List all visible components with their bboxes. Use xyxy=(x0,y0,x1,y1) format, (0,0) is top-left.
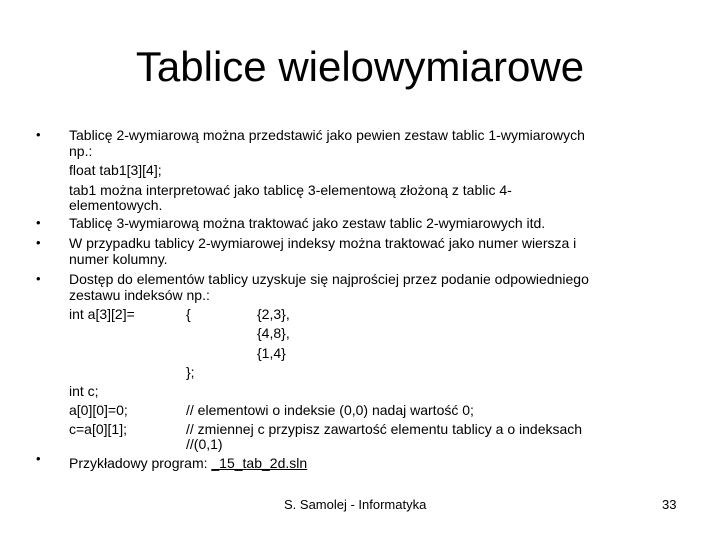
body-line: Tablicę 3-wymiarową można traktować jako zestaw tablic 2-wymiarowych itd. xyxy=(69,215,546,231)
body-line: elementowych. xyxy=(69,197,163,213)
code-line: float tab1[3][4]; xyxy=(69,162,162,178)
page-number: 33 xyxy=(662,497,677,512)
footer-author: S. Samolej - Informatyka xyxy=(284,497,427,512)
bullet-marker: • xyxy=(36,451,41,466)
code-line: int c; xyxy=(69,383,99,399)
code-open-brace: { xyxy=(186,306,191,322)
body-line: tab1 można interpretować jako tablicę 3-elementową złożoną z tablic 4- xyxy=(69,182,512,198)
bullet-marker: • xyxy=(36,235,41,250)
code-row: {2,3}, xyxy=(257,306,290,322)
body-line: Tablicę 2-wymiarową można przedstawić jako pewien zestaw tablic 1-wymiarowych xyxy=(69,127,585,143)
code-row: {1,4} xyxy=(257,345,286,361)
program-label: Przykładowy program: xyxy=(69,455,212,471)
code-close-brace: }; xyxy=(186,364,195,380)
bullet-marker: • xyxy=(36,271,41,286)
program-link[interactable]: _15_tab_2d.sln xyxy=(211,455,308,471)
slide-title: Tablice wielowymiarowe xyxy=(135,43,585,90)
body-line: zestawu indeksów np.: xyxy=(69,287,210,303)
body-line: W przypadku tablicy 2-wymiarowej indeksy można traktować jako numer wiersza i xyxy=(69,235,577,251)
code-decl: int a[3][2]= xyxy=(69,306,135,322)
code-row: {4,8}, xyxy=(257,325,290,341)
bullet-marker: • xyxy=(36,127,41,142)
bullet-marker: • xyxy=(36,215,41,230)
code-line: a[0][0]=0; xyxy=(69,402,128,418)
code-line: c=a[0][1]; xyxy=(69,421,127,437)
body-line: numer kolumny. xyxy=(69,251,168,267)
code-comment: // elementowi o indeksie (0,0) nadaj wartość 0; xyxy=(186,402,474,418)
code-comment: // zmiennej c przypisz zawartość elementu tablicy a o indeksach xyxy=(186,421,583,437)
body-line: np.: xyxy=(69,143,93,159)
program-line xyxy=(69,455,307,471)
code-comment: //(0,1) xyxy=(186,436,223,452)
body-line: Dostęp do elementów tablicy uzyskuje się najprościej przez podanie odpowiedniego xyxy=(69,271,589,287)
